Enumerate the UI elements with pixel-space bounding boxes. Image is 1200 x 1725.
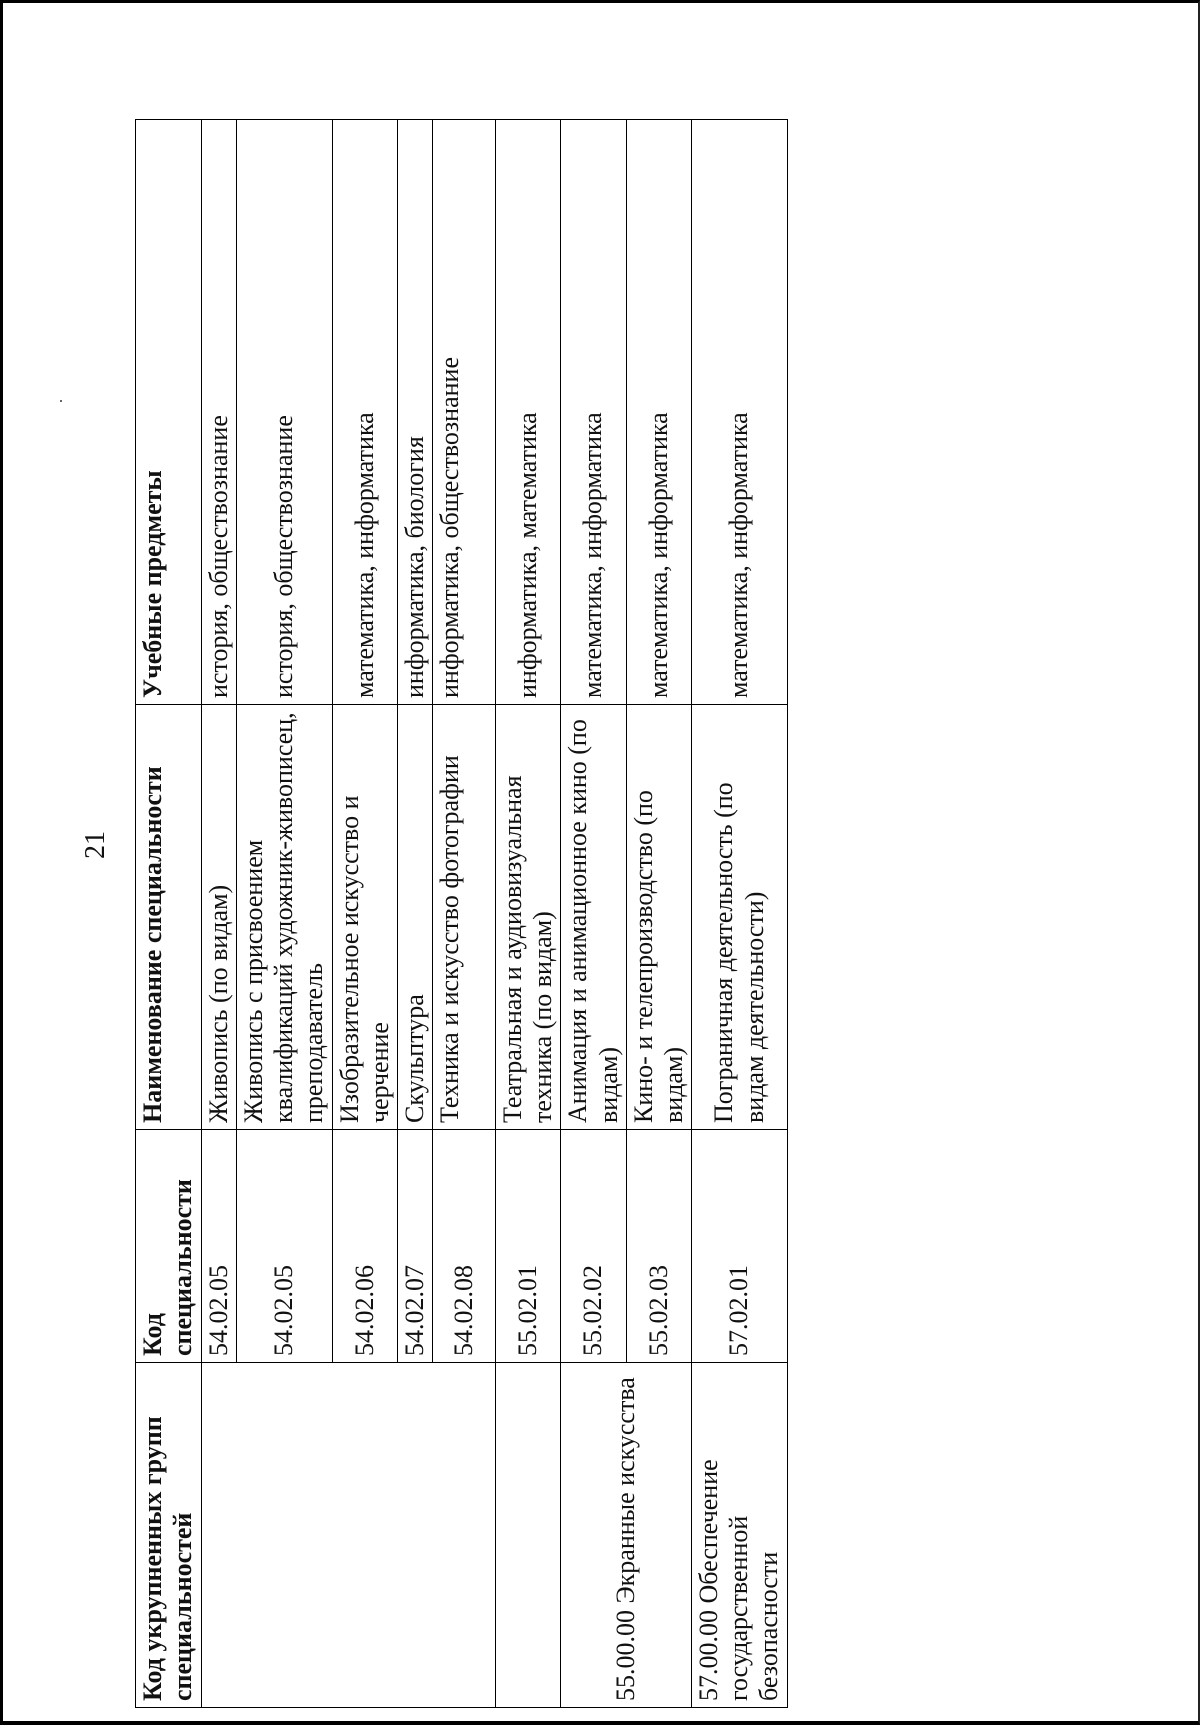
row-name: Техника и искусство фотографии	[433, 705, 496, 1130]
row-name: Театральная и аудиовизуальная техника (по видам)	[496, 705, 561, 1130]
group-cell-empty	[202, 1363, 496, 1708]
row-subjects: информатика, математика	[496, 120, 561, 705]
row-subjects: математика, информатика	[692, 120, 788, 705]
row-code: 54.02.06	[332, 1130, 397, 1363]
row-subjects: история, обществознание	[202, 120, 237, 705]
row-code: 54.02.08	[433, 1130, 496, 1363]
row-name: Анимация и анимационное кино (по видам)	[561, 705, 626, 1130]
header-code: Код специальности	[136, 1130, 202, 1363]
row-code: 54.02.07	[397, 1130, 432, 1363]
row-name: Живопись с присвоением квалификаций художник-живописец, преподаватель	[237, 705, 332, 1130]
header-name: Наименование специальности	[136, 705, 202, 1130]
row-subjects: информатика, обществознание	[433, 120, 496, 705]
table-row	[561, 120, 626, 1708]
table-row	[202, 120, 237, 1708]
table-row	[496, 120, 561, 1708]
row-subjects: история, обществознание	[237, 120, 332, 705]
row-code: 55.02.03	[626, 1130, 691, 1363]
header-subjects: Учебные предметы	[136, 120, 202, 705]
group-cell-57: 57.00.00 Обеспечение государственной безопасности	[692, 1363, 788, 1708]
group-cell-55: 55.00.00 Экранные искусства	[561, 1363, 692, 1708]
page-number: 21	[80, 831, 111, 859]
row-subjects: математика, информатика	[561, 120, 626, 705]
row-name: Живопись (по видам)	[202, 705, 237, 1130]
row-code: 54.02.05	[202, 1130, 237, 1363]
row-code: 55.02.01	[496, 1130, 561, 1363]
specialties-table	[135, 119, 788, 1708]
row-code: 54.02.05	[237, 1130, 332, 1363]
row-code: 57.02.01	[692, 1130, 788, 1363]
row-name: Изобразительное искусство и черчение	[332, 705, 397, 1130]
header-group: Код укрупненных групп специальностей	[136, 1363, 202, 1708]
row-name: Кино- и телепроизводство (по видам)	[626, 705, 691, 1130]
row-subjects: математика, информатика	[626, 120, 691, 705]
group-cell-empty	[496, 1363, 561, 1708]
table-header-row	[136, 120, 202, 1708]
row-code: 55.02.02	[561, 1130, 626, 1363]
row-name: Скульптура	[397, 705, 432, 1130]
row-subjects: информатика, биология	[397, 120, 432, 705]
table-row	[692, 120, 788, 1708]
row-subjects: математика, информатика	[332, 120, 397, 705]
row-name: Пограничная деятельность (по видам деятельности)	[692, 705, 788, 1130]
